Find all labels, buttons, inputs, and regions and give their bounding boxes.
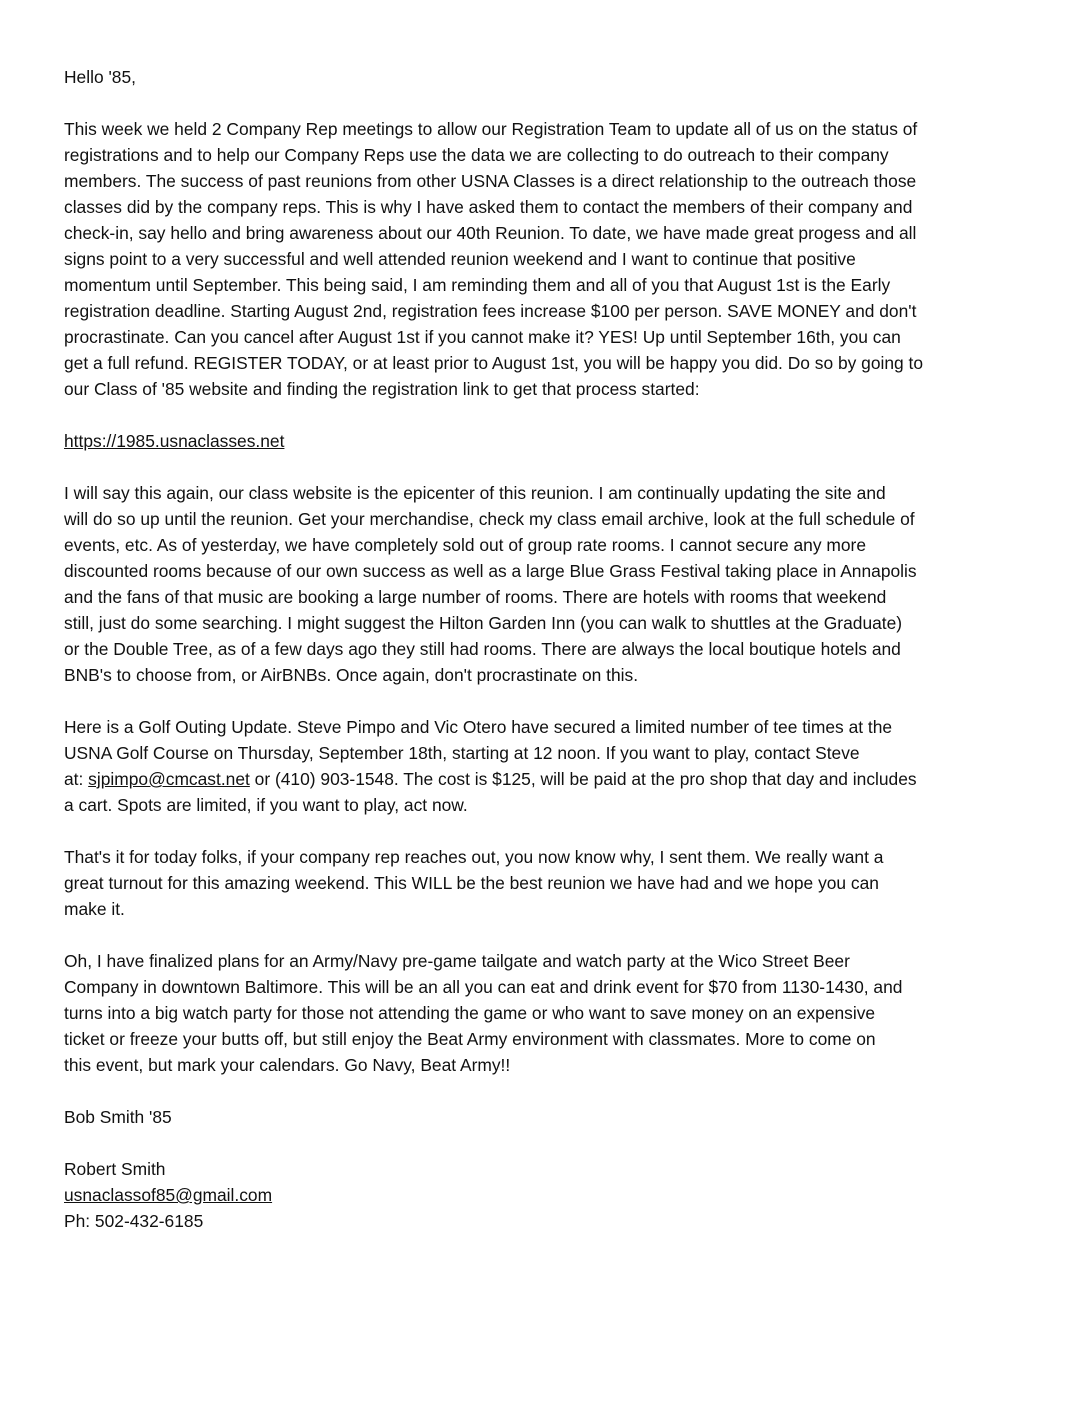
text-line: get a full refund. REGISTER TODAY, or at least prior to August 1st, you will be happy you did. Do so by going to [64, 353, 924, 373]
paragraph-golf-outing [64, 714, 1044, 818]
text-line [64, 766, 1044, 792]
text-line: USNA Golf Course on Thursday, September 18th, starting at 12 noon. If you want to play, contact Steve [64, 743, 860, 763]
text-line: this event, but mark your calendars. Go Navy, Beat Army!! [64, 1055, 511, 1075]
spacer [64, 688, 1044, 714]
text-line: That's it for today folks, if your company rep reaches out, you now know why, I sent them. We really want a [64, 847, 884, 867]
text-line: make it. [64, 899, 125, 919]
text-line: check-in, say hello and bring awareness about our 40th Reunion. To date, we have made great progess and all [64, 223, 917, 243]
text-line: members. The success of past reunions from other USNA Classes is a direct relationship to the outreach those [64, 171, 917, 191]
text-line: great turnout for this amazing weekend. This WILL be the best reunion we have had and we hope you can [64, 873, 879, 893]
text-line: signs point to a very successful and well attended reunion weekend and I want to continue that positive [64, 249, 856, 269]
text-fragment: or (410) 903-1548. The cost is $125, will be paid at the pro shop that day and includes [249, 769, 917, 789]
signature-name: Robert Smith [64, 1159, 166, 1179]
text-line: ticket or freeze your butts off, but still enjoy the Beat Army environment with classmates. More to come on [64, 1029, 876, 1049]
text-line: our Class of '85 website and finding the registration link to get that process started: [64, 379, 700, 399]
signature-block [64, 1156, 1044, 1234]
spacer [64, 1130, 1044, 1156]
paragraph-army-navy [64, 948, 1044, 1078]
signoff: Bob Smith '85 [64, 1107, 172, 1127]
signature-phone: Ph: 502-432-6185 [64, 1211, 204, 1231]
text-line: Company in downtown Baltimore. This will be an all you can eat and drink event for $70 from 1130-1430, and [64, 977, 903, 997]
email-document [64, 64, 1044, 1234]
spacer [64, 818, 1044, 844]
text-line: momentum until September. This being said, I am reminding them and all of you that August 1st is the Early [64, 275, 891, 295]
spacer [64, 402, 1044, 428]
signature-email-link[interactable]: usnaclassof85@gmail.com [64, 1185, 273, 1205]
text-line: a cart. Spots are limited, if you want to play, act now. [64, 795, 468, 815]
text-line: events, etc. As of yesterday, we have completely sold out of group rate rooms. I cannot secure any more [64, 535, 866, 555]
text-line: Oh, I have finalized plans for an Army/Navy pre-game tailgate and watch party at the Wico Street Beer [64, 951, 850, 971]
paragraph-registration [64, 116, 1044, 402]
text-line: still, just do some searching. I might suggest the Hilton Garden Inn (you can walk to shuttles at the Graduate) [64, 613, 903, 633]
text-line: discounted rooms because of our own success as well as a large Blue Grass Festival taking place in Annapolis [64, 561, 917, 581]
text-line: classes did by the company reps. This is why I have asked them to contact the members of their company and [64, 197, 913, 217]
text-line: Here is a Golf Outing Update. Steve Pimpo and Vic Otero have secured a limited number of tee times at the [64, 717, 893, 737]
text-line: procrastinate. Can you cancel after August 1st if you cannot make it? YES! Up until September 16th, you can [64, 327, 901, 347]
spacer [64, 454, 1044, 480]
text-line: registrations and to help our Company Reps use the data we are collecting to do outreach to their company [64, 145, 889, 165]
golf-contact-email-link[interactable]: sjpimpo@cmcast.net [88, 769, 250, 789]
text-line: registration deadline. Starting August 2nd, registration fees increase $100 per person. SAVE MONEY and don't [64, 301, 917, 321]
paragraph-website-hotels [64, 480, 1044, 688]
text-line: and the fans of that music are booking a large number of rooms. There are hotels with rooms that weekend [64, 587, 887, 607]
text-line: will do so up until the reunion. Get your merchandise, check my class email archive, look at the full schedule of [64, 509, 915, 529]
paragraph-closing [64, 844, 1044, 922]
website-link[interactable]: https://1985.usnaclasses.net [64, 431, 285, 451]
text-line: or the Double Tree, as of a few days ago they still had rooms. There are always the local boutique hotels and [64, 639, 901, 659]
text-fragment: at: [64, 769, 89, 789]
greeting: Hello '85, [64, 67, 136, 87]
spacer [64, 1078, 1044, 1104]
text-line: turns into a big watch party for those not attending the game or who want to save money on an expensive [64, 1003, 876, 1023]
text-line: This week we held 2 Company Rep meetings to allow our Registration Team to update all of us on the status of [64, 119, 918, 139]
spacer [64, 90, 1044, 116]
text-line: BNB's to choose from, or AirBNBs. Once again, don't procrastinate on this. [64, 665, 639, 685]
spacer [64, 922, 1044, 948]
text-line: I will say this again, our class website is the epicenter of this reunion. I am continually updating the site and [64, 483, 886, 503]
